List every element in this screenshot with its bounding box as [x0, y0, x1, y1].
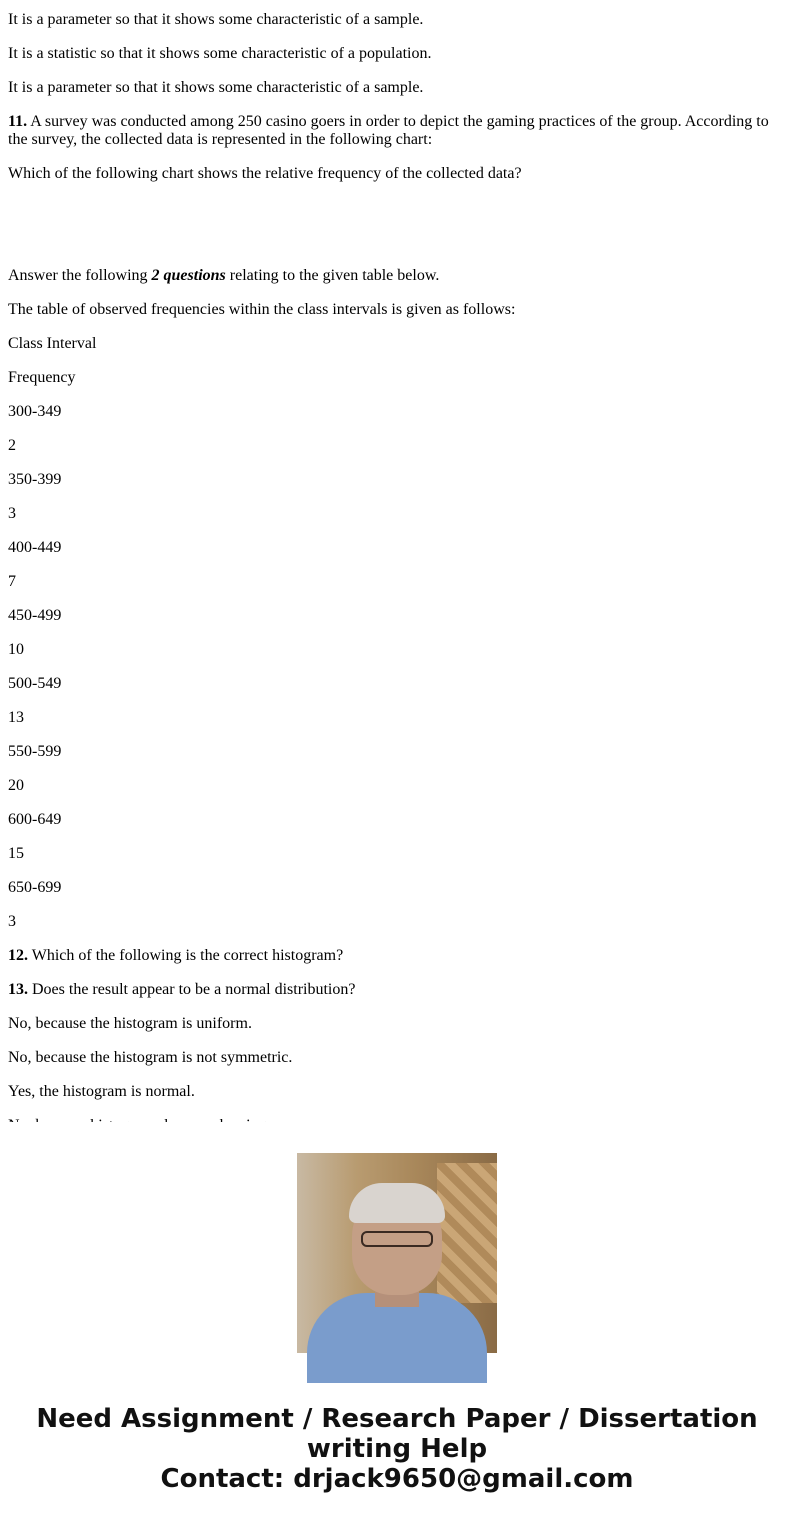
table-cell: 450-499	[8, 607, 62, 624]
table-cell: 300-349	[8, 403, 62, 420]
table-cell: 500-549	[8, 675, 62, 692]
answer-option: It is a parameter so that it shows some characteristic of a sample.	[8, 11, 424, 28]
table-cell: 650-699	[8, 879, 62, 896]
question-text: Which of the following is the correct histogram?	[28, 947, 344, 964]
author-avatar	[297, 1153, 497, 1353]
table-intro: The table of observed frequencies within the class intervals is given as follows:	[8, 301, 516, 318]
table-cell: 3	[8, 505, 16, 522]
contact-email: Contact: drjack9650@gmail.com	[160, 1464, 634, 1494]
document-content	[8, 0, 784, 1122]
table-cell: 15	[8, 845, 24, 862]
table-cell: 600-649	[8, 811, 62, 828]
question-11-prompt: Which of the following chart shows the relative frequency of the collected data?	[8, 165, 522, 182]
question-number: 11.	[8, 113, 28, 130]
instructions-suffix: relating to the given table below.	[225, 267, 440, 284]
question-12	[8, 947, 784, 965]
question-number: 12.	[8, 947, 28, 964]
table-cell: 10	[8, 641, 24, 658]
question-11	[8, 113, 784, 149]
table-cell: 3	[8, 913, 16, 930]
table-header: Class Interval	[8, 335, 97, 352]
answer-option: No, because the histogram is uniform.	[8, 1015, 252, 1032]
instructions	[8, 267, 784, 285]
table-cell: 400-449	[8, 539, 62, 556]
banner-line: writing Help	[306, 1434, 488, 1464]
instructions-emphasis: 2 questions	[151, 267, 226, 284]
question-number: 13.	[8, 981, 28, 998]
contact-banner	[0, 1404, 794, 1494]
table-cell: 550-599	[8, 743, 62, 760]
answer-option: It is a statistic so that it shows some characteristic of a population.	[8, 45, 432, 62]
answer-option: No, because the histogram is not symmetric.	[8, 1049, 293, 1066]
answer-option: It is a parameter so that it shows some characteristic of a sample.	[8, 79, 424, 96]
question-13	[8, 981, 784, 999]
table-cell: 20	[8, 777, 24, 794]
promo-footer	[0, 1122, 794, 1523]
instructions-prefix: Answer the following	[8, 267, 152, 284]
table-cell: 2	[8, 437, 16, 454]
question-text: Does the result appear to be a normal distribution?	[28, 981, 356, 998]
table-cell: 7	[8, 573, 16, 590]
question-text: A survey was conducted among 250 casino goers in order to depict the gaming practices of the group. According to the survey, the collected data is represented in the following chart:	[8, 113, 769, 148]
chart-placeholder	[8, 199, 784, 267]
table-cell: 13	[8, 709, 24, 726]
table-cell: 350-399	[8, 471, 62, 488]
banner-line: Need Assignment / Research Paper / Dissertation	[36, 1404, 758, 1434]
table-header: Frequency	[8, 369, 76, 386]
answer-option: Yes, the histogram is normal.	[8, 1083, 195, 1100]
